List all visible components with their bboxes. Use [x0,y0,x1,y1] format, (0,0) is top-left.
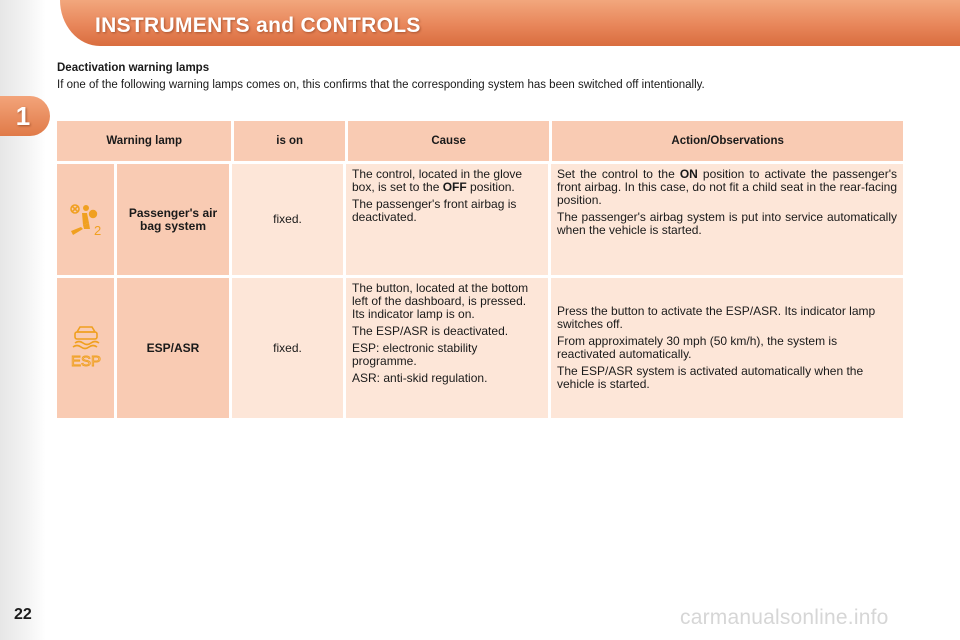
passenger-airbag-off-icon [57,164,117,275]
header-cause: Cause [348,121,552,161]
action-text: Set the control to the [557,167,680,181]
cause-esp [346,278,551,418]
svg-text:2: 2 [93,222,101,237]
cause-esp-p1: The button, located at the bottom left of the dashboard, is pressed. Its indicator lamp is on. [352,281,529,321]
esp-off-icon [57,278,117,418]
header-is-on: is on [234,121,348,161]
chapter-badge: 1 [0,96,50,136]
on-keyword: ON [679,167,698,181]
off-keyword: OFF [442,180,467,194]
lamp-name-airbag: Passenger's air bag system [117,164,232,275]
header-action: Action/Observations [552,121,903,161]
action-esp-p2: From approximately 30 mph (50 km/h), the system is reactivated automatically. [557,334,838,361]
esp-icon-text: ESP [70,353,101,370]
action-esp [551,278,903,418]
page-title: INSTRUMENTS and CONTROLS [95,14,421,37]
lamp-name-esp: ESP/ASR [117,278,232,418]
action-esp-p1: Press the button to activate the ESP/ASR. Its indicator lamp switches off. [557,304,876,331]
cause-esp-p2: The ESP/ASR is deactivated. [352,324,509,338]
cause-text: position. [466,180,515,194]
intro-text: If one of the following warning lamps comes on, this confirms that the corresponding system has been switched off intentionally. [57,79,705,91]
action-airbag [551,164,903,275]
action-esp-p3: The ESP/ASR system is activated automatically when the vehicle is started. [557,364,864,391]
page-number: 22 [14,606,32,623]
action-text: position to activate the passenger's front airbag. In this case, do not fit a child seat in the rear-facing position. [557,167,897,207]
cause-esp-p4: ASR: anti-skid regulation. [352,371,488,385]
watermark-text: carmanualsonline.info [680,606,889,629]
table-row-airbag [57,164,903,275]
cause-text: The control, located in the glove box, is set to the [352,167,523,194]
is-on-airbag: fixed. [232,164,346,275]
is-on-esp: fixed. [232,278,346,418]
action-airbag-p1 [557,168,897,207]
cause-esp-p3: ESP: electronic stability programme. [352,341,478,368]
action-airbag-p2: The passenger's airbag system is put into service automatically when the vehicle is started. [557,210,897,237]
header-warning-lamp: Warning lamp [57,121,234,161]
section-heading: Deactivation warning lamps [57,62,210,74]
table-header-row [57,121,903,161]
table-row-esp [57,278,903,418]
cause-airbag [346,164,551,275]
cause-airbag-p1 [352,168,542,194]
warning-lamp-table [57,121,903,421]
cause-airbag-p2: The passenger's front airbag is deactivated. [352,197,517,224]
